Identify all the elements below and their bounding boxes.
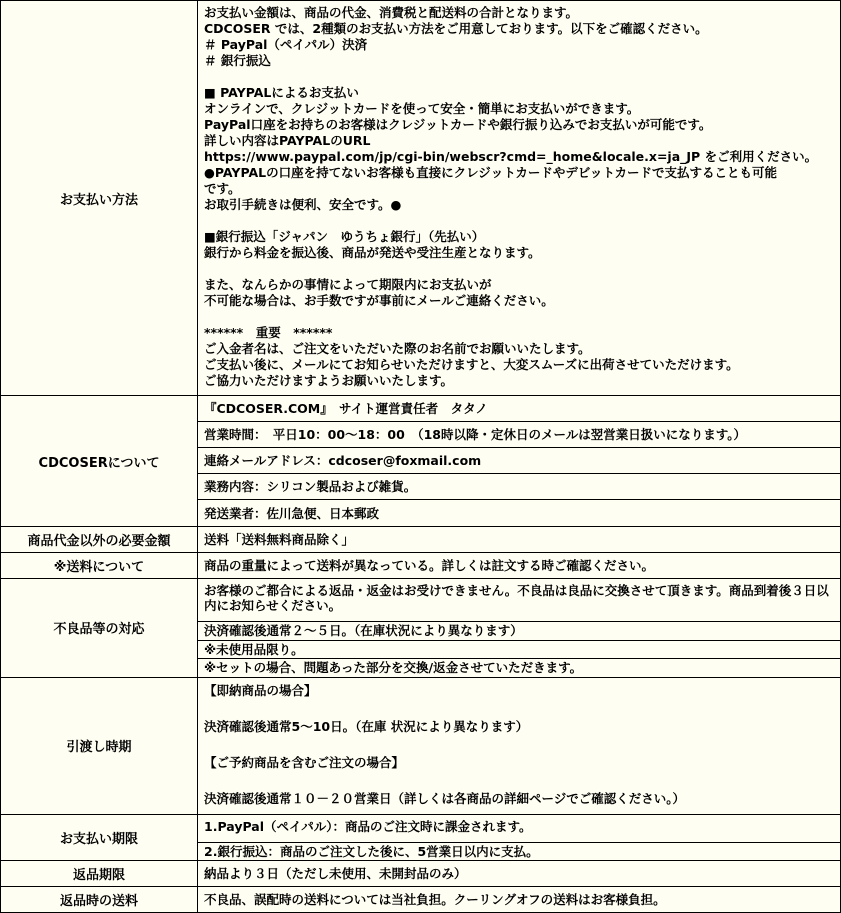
delivery-time-line <box>204 772 834 790</box>
payment-method-content <box>198 1 840 395</box>
payment-method-line: 詳しい内容はPAYPALのURL <box>204 133 371 148</box>
about-cdcoser-content <box>198 396 840 526</box>
payment-method-line: また、なんらかの事情によって期限内にお支払いが <box>204 277 492 292</box>
payment-method-line <box>204 213 834 229</box>
about-cdcoser-item: 営業時間： 平日10：00～18：00 （18時以降・定休日のメールは翌営業日扱いになります。） <box>198 422 840 448</box>
delivery-time-label: 引渡し時期 <box>1 678 198 814</box>
payment-method-line: CDCOSER では、2種類のお支払い方法をご用意しております。以下をご確認ください。 <box>204 21 708 36</box>
delivery-time-content <box>198 678 840 814</box>
payment-deadline-label: お支払い期限 <box>1 815 198 861</box>
payment-method-line: ご入金者名は、ご注文をいただいた際のお名前でお願いいたします。 <box>204 341 591 356</box>
delivery-time-line <box>204 700 834 718</box>
about-cdcoser-item: 発送業者：佐川急便、日本郵政 <box>204 505 380 521</box>
payment-deadline-item: 1.PayPal（ペイパル）：商品のご注文時に課金されます。 <box>198 815 840 843</box>
payment-method-line: ご支払い後に、メールにてお知らせいただけますと、大変スムーズに出荷させていただけます。 <box>204 357 739 372</box>
payment-method-line: https://www.paypal.com/jp/cgi-bin/webscr?cmd=_home&locale.x=ja_JP をご利用ください。 <box>204 149 818 164</box>
payment-method-line: お取引手続きは便利、安全です。● <box>204 197 402 212</box>
shipping-fee-label: ※送料について <box>1 553 198 578</box>
payment-method-line: お支払い金額は、商品の代金、消費税と配送料の合計となります。 <box>204 5 579 20</box>
delivery-time-line: 決済確認後通常１０－２０営業日（詳しくは各商品の詳細ページでご確認ください。） <box>204 790 686 806</box>
payment-deadline-content <box>198 815 840 861</box>
payment-method-line <box>204 69 834 85</box>
payment-method-line: 不可能な場合は、お手数ですが事前にメールご連絡ください。 <box>204 293 554 308</box>
payment-deadline-item: 2.銀行振込：商品のご注文した後に、5営業日以内に支払。 <box>204 843 539 859</box>
payment-method-line: ＃ 銀行振込 <box>204 53 271 68</box>
delivery-time-line: 【ご予約商品を含むご注文の場合】 <box>204 754 405 770</box>
payment-method-label: お支払い方法 <box>1 1 198 395</box>
row-extra-fees <box>1 527 840 553</box>
row-return-shipping <box>1 887 840 912</box>
about-cdcoser-item: 連絡メールアドレス：cdcoser@foxmail.com <box>198 448 840 474</box>
shipping-fee-text: 商品の重量によって送料が異なっている。詳しくは註文する時ご確認ください。 <box>204 558 655 573</box>
return-deadline-text: 納品より３日（ただし未使用、未開封品のみ） <box>204 866 467 881</box>
row-return-deadline <box>1 861 840 887</box>
payment-method-line: ****** 重要 ****** <box>204 325 333 340</box>
payment-method-line: ■銀行振込「ジャパン ゆうちょ銀行」（先払い） <box>204 229 485 244</box>
defective-goods-item: ※未使用品限り。 <box>198 641 840 660</box>
defective-goods-item: 決済確認後通常２～５日。（在庫状況により異なります） <box>198 622 840 641</box>
about-cdcoser-item: 業務内容：シリコン製品および雑貨。 <box>198 474 840 500</box>
delivery-time-line: 【即納商品の場合】 <box>204 682 317 698</box>
payment-method-line: です。 <box>204 181 241 196</box>
defective-goods-label: 不良品等の対応 <box>1 579 198 677</box>
defective-goods-item: ※セットの場合、問題あった部分を交換/返金させていただきます。 <box>204 660 583 675</box>
row-delivery-time <box>1 678 840 815</box>
about-cdcoser-label: CDCOSERについて <box>1 396 198 526</box>
payment-method-line: ご協力いただけますようお願いいたします。 <box>204 373 454 388</box>
defective-goods-content <box>198 579 840 677</box>
about-cdcoser-item: 『CDCOSER.COM』 サイト運営責任者 タタノ <box>198 396 840 422</box>
delivery-time-line: 決済確認後通常5～10日。（在庫 状況により異なります） <box>204 718 529 734</box>
payment-method-line: PayPal口座をお持ちのお客様はクレジットカードや銀行振り込みでお支払いが可能です。 <box>204 117 712 132</box>
payment-method-line: ■ PAYPALによるお支払い <box>204 85 359 100</box>
return-deadline-label: 返品期限 <box>1 861 198 886</box>
payment-method-line: 銀行から料金を振込後、商品が発送や受注生産となります。 <box>204 245 541 260</box>
row-payment-method <box>1 1 840 396</box>
defective-goods-item: お客様のご都合による返品・返金はお受けできません。不良品は良品に交換させて頂きます。商品到着後３日以内にお知らせください。 <box>198 579 840 622</box>
payment-method-line: オンラインで、クレジットカードを使って安全・簡単にお支払いができます。 <box>204 101 640 116</box>
extra-fees-label: 商品代金以外の必要金額 <box>1 527 198 552</box>
return-shipping-label: 返品時の送料 <box>1 887 198 912</box>
payment-method-line: ●PAYPALの口座を持てないお客様も直接にクレジットカードやデビットカードで支払することも可能 <box>204 165 778 180</box>
return-shipping-text: 不良品、誤配時の送料については当社負担。クーリングオフの送料はお客様負担。 <box>204 892 666 907</box>
row-about-cdcoser <box>1 396 840 527</box>
payment-method-line: ＃ PayPal（ペイパル）決済 <box>204 37 368 52</box>
row-defective-goods <box>1 579 840 678</box>
delivery-time-line <box>204 736 834 754</box>
payment-method-line <box>204 261 834 277</box>
row-shipping-fee <box>1 553 840 579</box>
extra-fees-text: 送料「送料無料商品除く」 <box>204 532 355 547</box>
row-payment-deadline <box>1 815 840 862</box>
payment-method-line <box>204 309 834 325</box>
